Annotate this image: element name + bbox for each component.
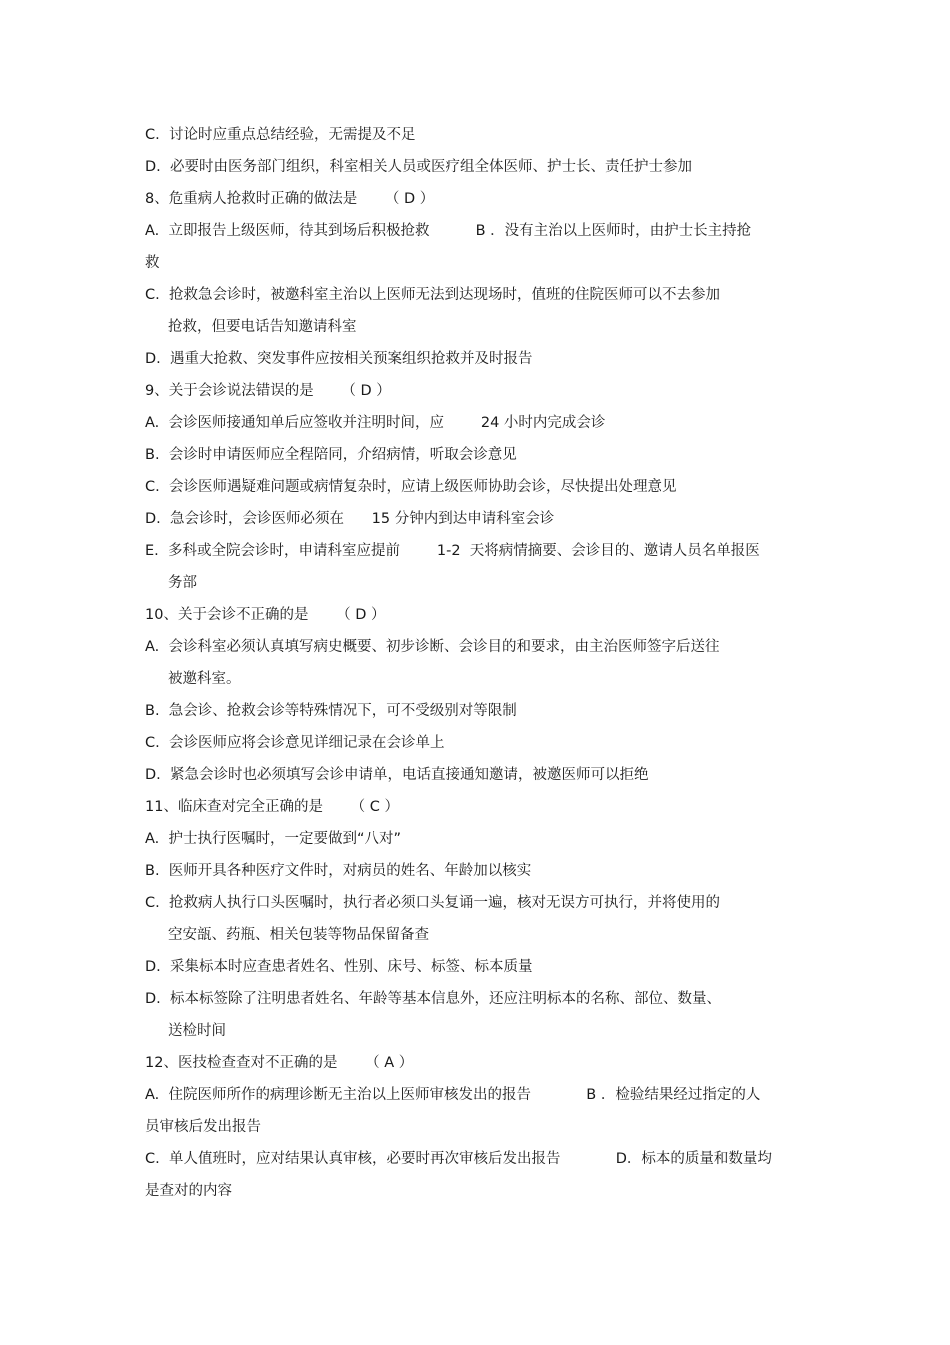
text-line: A. 会诊医师接通知单后应签收并注明时间，应 24 小时内完成会诊 xyxy=(145,415,606,431)
question-heading: 12、医技检查查对不正确的是 （ A ） xyxy=(145,1055,414,1071)
question-heading: 9、关于会诊说法错误的是 （ D ） xyxy=(145,383,391,399)
text-line: 救 xyxy=(145,255,160,271)
text-line: D. 标本标签除了注明患者姓名、年龄等基本信息外，还应注明标本的名称、部位、数量、 xyxy=(145,991,721,1007)
text-line: 是查对的内容 xyxy=(145,1183,232,1199)
text-line: C. 会诊医师应将会诊意见详细记录在会诊单上 xyxy=(145,735,445,751)
text-line: A. 立即报告上级医师，待其到场后积极抢救 B ．没有主治以上医师时，由护士长主持抢 xyxy=(145,223,752,239)
text-line: D. 急会诊时，会诊医师必须在 15 分钟内到达申请科室会诊 xyxy=(145,511,555,527)
text-line: 员审核后发出报告 xyxy=(145,1119,261,1135)
text-line: A. 住院医师所作的病理诊断无主治以上医师审核发出的报告 B ．检验结果经过指定的人 xyxy=(145,1087,761,1103)
text-line: C. 会诊医师遇疑难问题或病情复杂时，应请上级医师协助会诊，尽快提出处理意见 xyxy=(145,479,677,495)
text-line: D. 必要时由医务部门组织，科室相关人员或医疗组全体医师、护士长、责任护士参加 xyxy=(145,159,692,175)
question-heading: 10、关于会诊不正确的是 （ D ） xyxy=(145,607,386,623)
text-line: 抢救，但要电话告知邀请科室 xyxy=(168,319,357,335)
text-line: B. 急会诊、抢救会诊等特殊情况下，可不受级别对等限制 xyxy=(145,703,517,719)
text-line: A. 会诊科室必须认真填写病史概要、初步诊断、会诊目的和要求，由主治医师签字后送往 xyxy=(145,639,720,655)
text-line: 送检时间 xyxy=(168,1023,226,1039)
text-line: D. 遇重大抢救、突发事件应按相关预案组织抢救并及时报告 xyxy=(145,351,533,367)
text-line: D. 采集标本时应查患者姓名、性别、床号、标签、标本质量 xyxy=(145,959,533,975)
text-line: C. 讨论时应重点总结经验，无需提及不足 xyxy=(145,127,416,143)
text-line: C. 抢救急会诊时，被邀科室主治以上医师无法到达现场时，值班的住院医师可以不去参加 xyxy=(145,287,720,303)
question-heading: 8、危重病人抢救时正确的做法是 （ D ） xyxy=(145,191,435,207)
text-line: B. 医师开具各种医疗文件时，对病员的姓名、年龄加以核实 xyxy=(145,863,532,879)
text-line: C. 单人值班时，应对结果认真审核，必要时再次审核后发出报告 D．标本的质量和数量均 xyxy=(145,1151,772,1167)
text-line: A. 护士执行医嘱时，一定要做到“八对” xyxy=(145,831,402,847)
text-line: E. 多科或全院会诊时，申请科室应提前 1-2 天将病情摘要、会诊目的、邀请人员名单报医 xyxy=(145,543,760,559)
question-heading: 11、临床查对完全正确的是 （ C ） xyxy=(145,799,399,815)
text-line: C. 抢救病人执行口头医嘱时，执行者必须口头复诵一遍，核对无误方可执行，并将使用的 xyxy=(145,895,720,911)
text-line: 务部 xyxy=(168,575,197,591)
text-line: D. 紧急会诊时也必须填写会诊申请单，电话直接通知邀请，被邀医师可以拒绝 xyxy=(145,767,649,783)
text-line: B. 会诊时申请医师应全程陪同，介绍病情，听取会诊意见 xyxy=(145,447,517,463)
text-line: 空安瓿、药瓶、相关包装等物品保留备查 xyxy=(168,927,429,943)
text-line: 被邀科室。 xyxy=(168,671,241,687)
